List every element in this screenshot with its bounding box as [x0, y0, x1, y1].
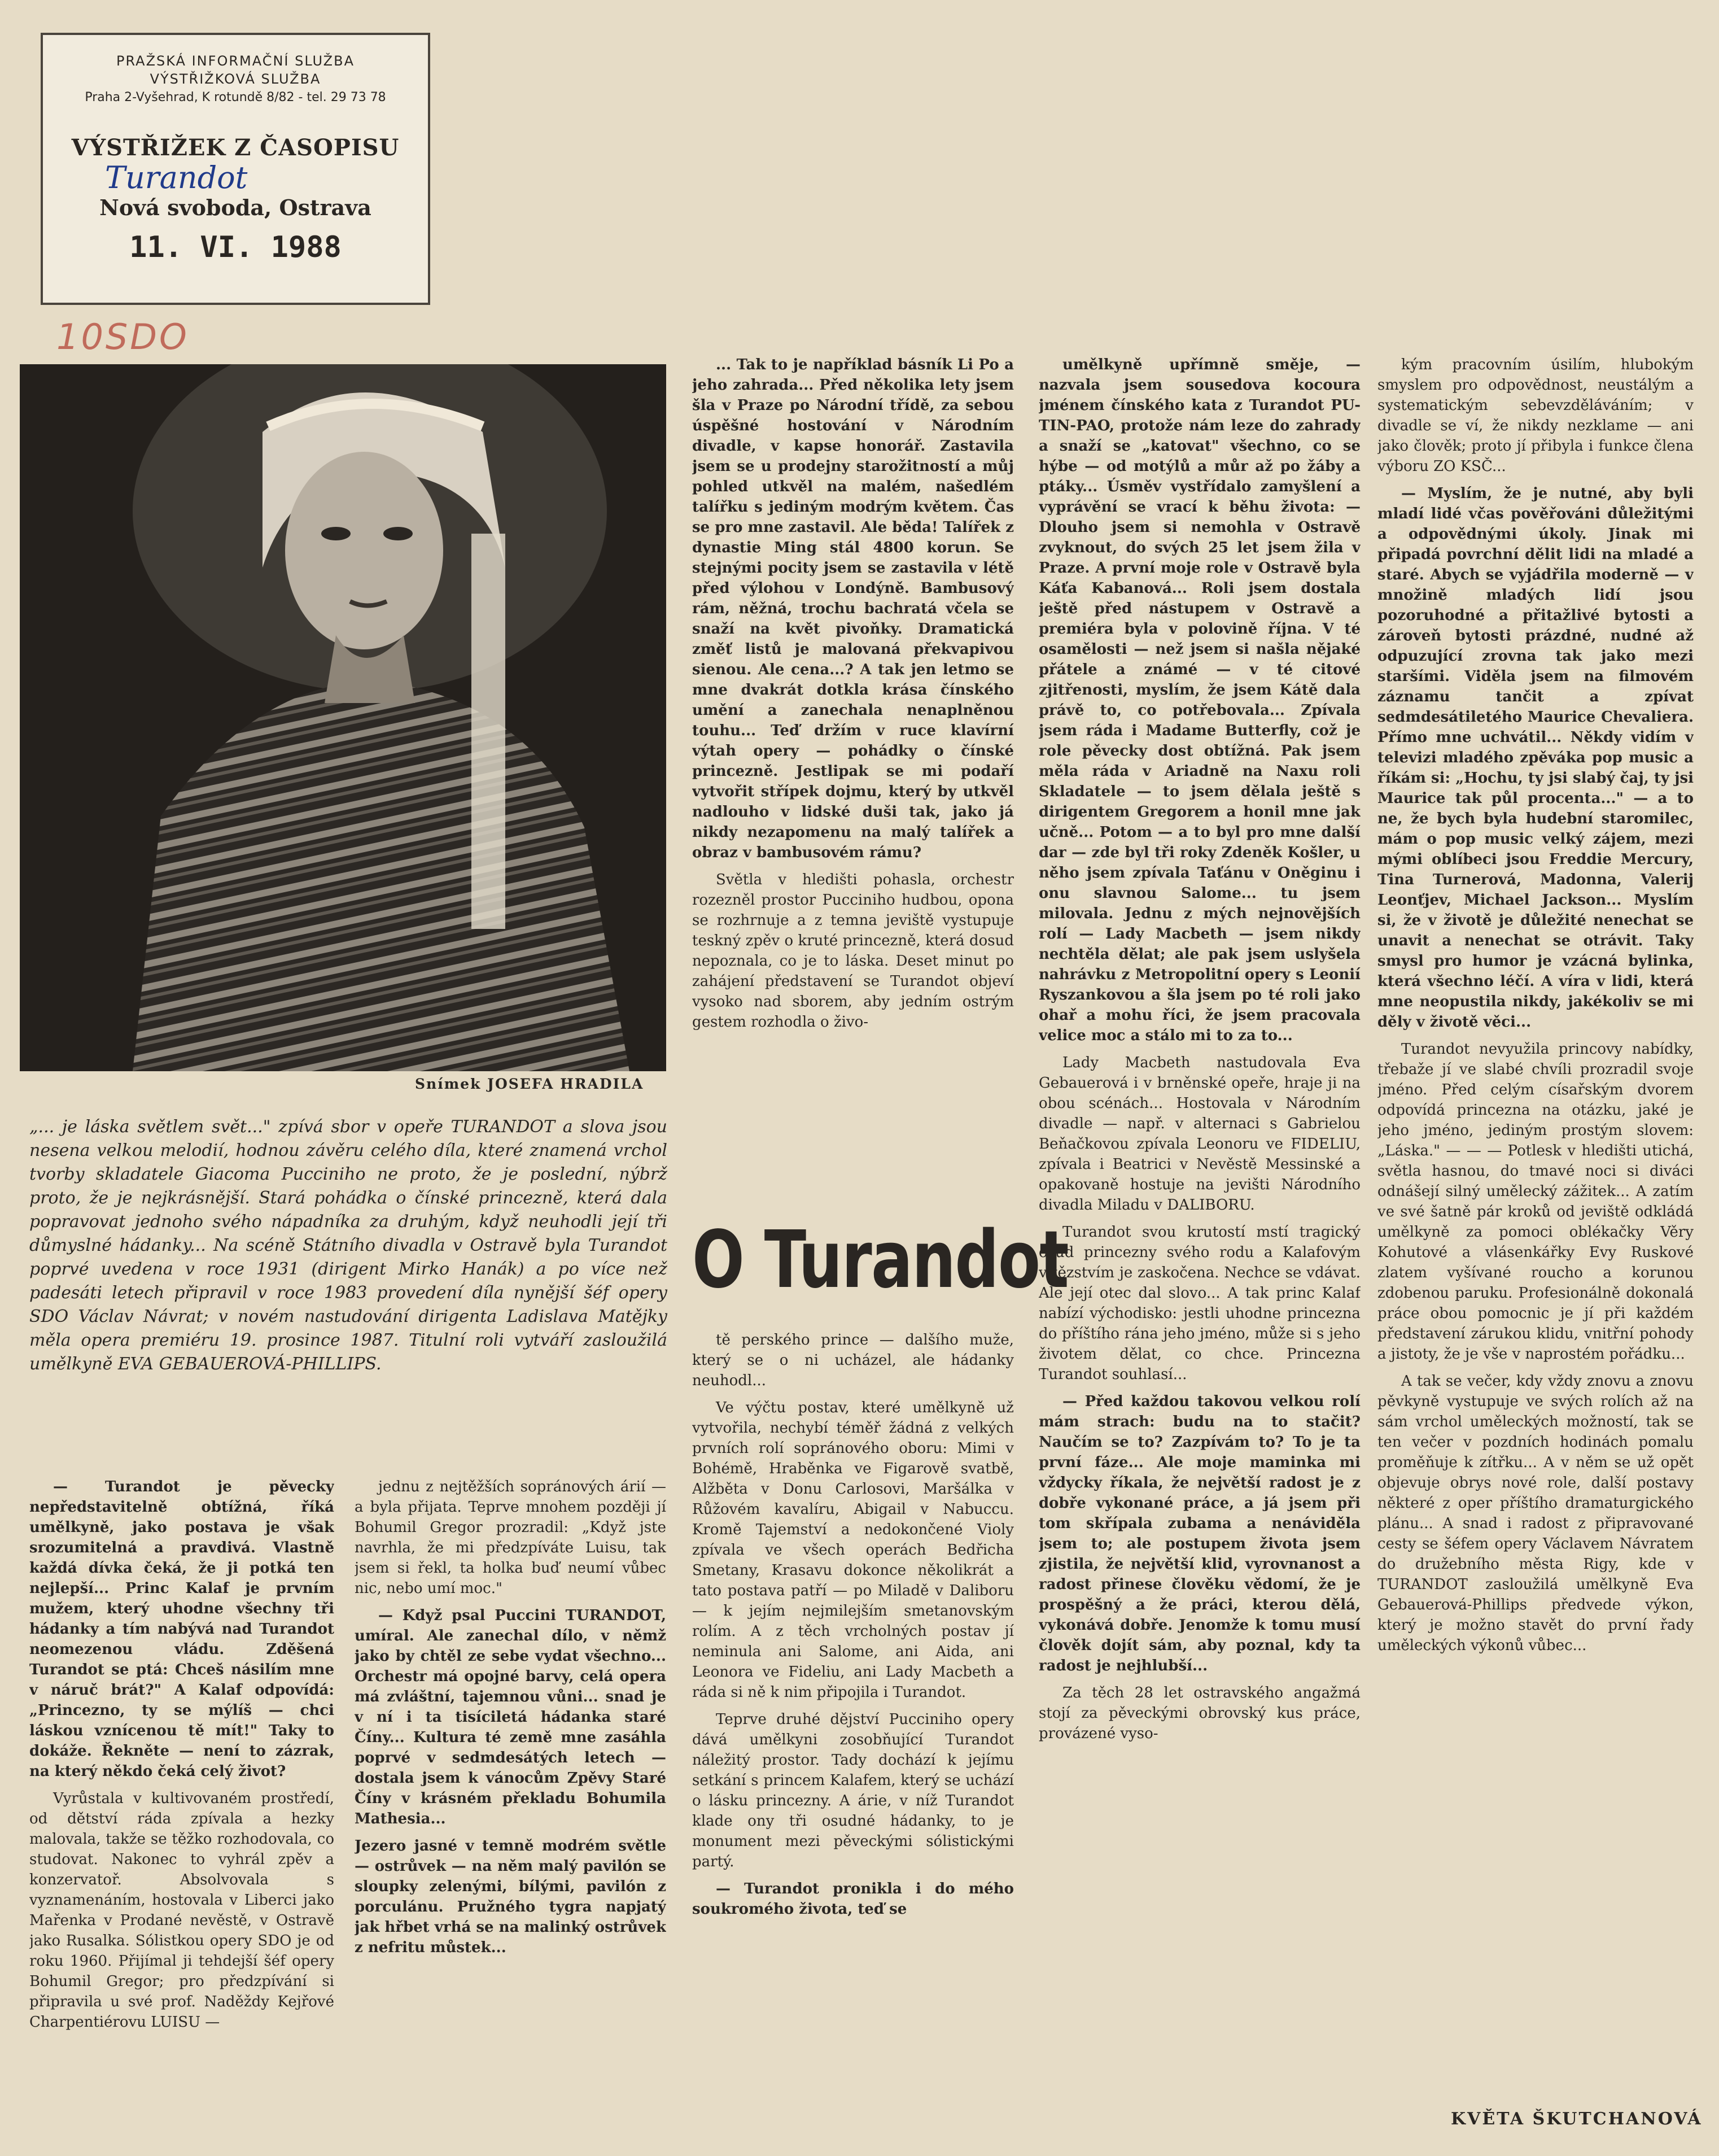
handwritten-code: 10SDO [56, 316, 189, 357]
paragraph: — Před každou takovou velkou rolí mám strach: budu na to stačit? Naučím se to? Zazpívám to? To je ta první fáze... Ale moje maminka mi vždycky říkala, že největší radost je z dobře vykonané práce, a já jsem při tom skřípala zubama a nenáviděla jsem to; ale postupem života jsem zjistila, že největší klid, vyrovnanost a radost přinese člověku vědomí, že je prospěšný a že práci, kterou dělá, vykonává dobře. Jenomže k tomu musí člověk dojít sám, aby poznal, kdy ta radost je nejhlubší... [1039, 1393, 1361, 1674]
stamp-service-name: PRAŽSKÁ INFORMAČNÍ SLUŽBA [116, 53, 355, 69]
column-3-top [692, 355, 1014, 1207]
paragraph: Teprve druhé dějství Pucciniho opery dává umělkyni zosobňující Turandot náležitý prostor. Tady dochází k jejímu setkání s princem Kalafem, který se uchází o lásku princezny. A árie, v níž Turandot klade ony tři osudné hádanky, to je monument mezi pěveckými sólistickými partý. [692, 1711, 1014, 1870]
singer-photo-illustration [20, 364, 666, 1071]
paragraph: kým pracovním úsilím, hlubokým smyslem pro odpovědnost, neustálým a systematickým sebevzděláváním; v divadle se ví, že nikdy nezklame — ani jako člověk; proto jí přibyla i funkce člena výboru ZO KSČ... [1377, 356, 1694, 475]
paragraph: Ve výčtu postav, které umělkyně už vytvořila, nechybí téměř žádná z velkých prvních rolí sopránového oboru: Mimi v Bohémě, Hraběnka ve Figarově svatbě, Alžběta v Donu Carlosovi, Maršálka v Růžovém kavalíru, Abigail v Nabuccu. Kromě Tajemství a nedokončené Violy zpívala ve všech operách Bedřicha Smetany, Krasavu dokonce několikrát a tato postava patří — po Miladě v Daliboru — k jejím nejmilejším smetanovským rolím. A z těch vrcholných postav jí neminula ani Salome, ani Aida, ani Leonora ve Fideliu, ani Lady Macbeth a ráda si ně k nim připojila i Turandot. [692, 1399, 1014, 1701]
paragraph: Turandot nevyužila princovy nabídky, třebaže jí ve slabé chvíli prozradil svoje jméno. Před celým císařským dvorem odpovídá princezna na otázku, jaké je jeho jméno, jediným prostým slovem: „Láska." — — — Potlesk v hledišti utichá, světla hasnou, do tmavé noci si diváci odnášejí silný umělecký zážitek... A zatím ve své šatně pár kroků od jeviště odkládá umělkyně za pomoci oblékačky Věry Kohutové a vlásenkářky Evy Ruskové zlatem vyšívané roucho a korunou zdobenou paruku. Profesionálně dokonalá práce obou pomocnic je jí při každém představení zárukou klidu, vnitřní pohody a jistoty, že je vše v naprostém pořádku... [1377, 1041, 1694, 1363]
stamp-handwritten-note: Turandot [105, 160, 248, 195]
poem: Jezero jasné v temně modrém světle — ostrůvek — na něm malý pavilón se sloupky zelenými, bílými, pavilón z porculánu. Pružného tygra napjatý jak hřbet vrhá se na malinký ostrůvek z nefritu můstek... [355, 1838, 666, 1956]
paragraph: Světla v hledišti pohasla, orchestr rozezněl prostor Pucciniho hudbou, opona se rozhrnuje a z temna jeviště vystupuje teskný zpěv o kruté princezně, která dosud nepoznala, co je to láska. Deset minut po zahájení představení se Turandot objeví vysoko nad sborem, aby jedním ostrým gestem rozhodla o živo- [692, 871, 1014, 1031]
paragraph: Turandot svou krutostí mstí tragický osud princezny svého rodu a Kalafovým vítězstvím je zaskočena. Nechce se vdávat. Ale její otec dal slovo... A tak princ Kalaf nabízí východisko: jestli uhodne princezna do příštího rána jeho jméno, může si s jeho životem dělat, co chce. Princezna Turandot souhlasí... [1039, 1224, 1361, 1383]
paragraph: tě perského prince — dalšího muže, který se o ni ucházel, ale hádanky neuhodl... [692, 1332, 1014, 1389]
paragraph: — Turandot je pěvecky nepředstavitelně obtížná, říká umělkyně, jako postava je však srozumitelná a pravdivá. Vlastně každá dívka čeká, že ji potká ten nejlepší... Princ Kalaf je prvním mužem, který uhodne všechny tři hádanky a tím nabývá nad Turandot neomezenou vládu. Zděšená Turandot se ptá: Chceš násilím mne v náruč brát?" A Kalaf odpovídá: „Princezno, ty se mýlíš — chci láskou vznícenou tě mít!" Taky to dokáže. Řekněte — není to zázrak, na který někdo čeká celý život? [29, 1478, 334, 1780]
stamp-newspaper-name: Nová svoboda, Ostrava [99, 195, 371, 220]
stamp-heading: VÝSTŘIŽEK Z ČASOPISU [71, 134, 400, 161]
paragraph: Vyrůstala v kultivovaném prostředí, od dětství ráda zpívala a hezky malovala, takže se těžko rozhodovala, co studovat. Nakonec to vyhrál zpěv a konzervatoř. Absolvovala s vyznamenáním, hostovala v Liberci jako Mařenka v Prodané nevěstě, v Ostravě jako Rusalka. Sólistkou opery SDO je od roku 1960. Přijímal ji tehdejší šéf opery Bohumil Gregor; pro předzpívání si připravila u své prof. Naděždy Kejřové Charpentiérovu LUISU — [29, 1790, 334, 2031]
paragraph: A tak se večer, kdy vždy znovu a znovu pěvkyně vystupuje ve svých rolích až na sám vrchol uměleckých možností, tak se ten večer v pozdních hodinách pomalu proměňuje k zítřku... A v něm se už opět objevuje obrys nové role, další postavy některé z oper příštího dramaturgického plánu... A snad i radost z připravované cesty se šéfem opery Václavem Návratem do družebního města Rigy, kde v TURANDOT zasloužilá umělkyně Eva Gebauerová-Phillips předvede výkon, který je možno stavět do první řady uměleckých výkonů vůbec... [1377, 1373, 1694, 1654]
paragraph: Za těch 28 let ostravského angažmá stojí za pěveckými obrovský kus práce, provázené vyso- [1039, 1684, 1361, 1742]
paragraph: — Když psal Puccini TURANDOT, umíral. Ale zanechal dílo, v němž jako by chtěl ze sebe vydat všechno... Orchestr má opojné barvy, celá opera má zvláštní, tajemnou vůni... snad je v ní i ta tisíciletá hádanka staré Číny... Kultura té země mne zasáhla poprvé v sedmdesátých letech — dostala jsem k vánocům Zpěvy Staré Číny v krásném překladu Bohumila Mathesia... [355, 1607, 666, 1827]
stamp-date: 11. VI. 1988 [129, 230, 342, 264]
article-intro: „... je láska světlem svět..." zpívá sbor v opeře TURANDOT a slova jsou nesena velkou melodií, hodnou závěru celého díla, které znamená vrchol tvorby skladatele Giacoma Pucciniho ne proto, že je poslední, nýbrž proto, že je nejkrásnější. Stará pohádka o čínské princezně, která dala popravovat jednoho svého nápadníka za druhým, když neuhodli její tři důmyslné hádanky... Na scéně Státního divadla v Ostravě byla Turandot poprvé uvedena v roce 1931 (dirigent Mirko Hanák) a po více než padesáti letech připravil v roce 1983 provedení díla nynější šéf opery SDO Václav Návrat; v novém nastudování dirigenta Ladislava Matějky měla opera premiéru 19. prosince 1987. Titulní roli vytváří zasloužilá umělkyně EVA GEBAUEROVÁ-PHILLIPS. [29, 1117, 667, 1374]
stamp-service-type: VÝSTŘIŽKOVÁ SLUŽBA [150, 71, 321, 87]
paragraph: umělkyně upřímně směje, — nazvala jsem sousedova kocoura jménem čínského kata z Turandot PU-TIN-PAO, protože nám leze do zahrady a snaží se „katovat" všechno, co se hýbe — od motýlů a můr až po žáby a ptáky... Úsměv vystřídalo zamyšlení a vyprávění se vrací k běhu života: — Dlouho jsem si nemohla v Ostravě zvyknout, do svých 25 let jsem žila v Praze. A první moje role v Ostravě byla Káťa Kabanová... Roli jsem dostala ještě před nástupem v Ostravě a premiéra byla v polovině října. V té osamělosti — než jsem si našla nějaké přátele a známé — v té citové zjitřenosti, myslím, že jsem Kátě dala právě to, co potřebovala... Zpívala jsem ráda i Madame Butterfly, což je role pěvecky dost obtížná. Pak jsem měla ráda v Ariadně na Naxu roli Skladatele — to jsem dělala ještě s dirigentem Gregorem a honil mne jak učně... Potom — a to byl pro mne další dar — zde byl tři roky Zdeněk Košler, u něho jsem zpívala Taťánu v Oněginu i onu slavnou Salome... tu jsem milovala. Jednu z mých nejnovějších rolí — Lady Macbeth — jsem nikdy nechtěla dělat; ale pak jsem uslyšela nahrávku z Metropolitní opery s Leonií Ryszankovou a šla jsem po té roli jako ohař a mohu říci, že jsem pracovala velice moc a stálo mi to za to... [1039, 356, 1361, 1044]
column-1 [29, 1477, 334, 2120]
clipping-service-stamp [41, 33, 430, 305]
stamp-address: Praha 2-Vyšehrad, K rotundě 8/82 - tel. 29 73 78 [85, 90, 386, 104]
column-4 [1039, 355, 1361, 2128]
paragraph: ... Tak to je například básník Li Po a jeho zahrada... Před několika lety jsem šla v Praze po Národní třídě, za sebou úspěšné hostování v Národním divadle, v kapse honorář. Zastavila jsem se u prodejny starožitností a můj pohled utkvěl na malém, našedlém talířku s jediným modrým květem. Čas se pro mne zastavil. Ale běda! Talířek z dynastie Ming stál 4800 korun. Se stejnými pocity jsem se zastavila v létě před výlohou v Londýně. Bambusový rám, něžná, trochu bachratá včela se snaží na květ pivoňky. Dramatická změť listů je malovaná překvapivou sienou. Ale cena...? A tak jen letmo se mne dvakrát dotkla krása čínského umění a zanechala nenaplněnou touhu... Teď držím v ruce klavírní výtah opery — pohádky o čínské princezně. Jestlipak se mi podaří vytvořit střípek dojmu, který by utkvěl nadlouho v lidské duši tak, jako já nikdy nezapomenu na malý talířek a obraz v bambusovém rámu? [692, 356, 1014, 861]
article-title: O Turandot [692, 1214, 1069, 1306]
paragraph: — Turandot pronikla i do mého soukromého života, teď se [692, 1880, 1014, 1918]
article-author: KVĚTA ŠKUTCHANOVÁ [1451, 2109, 1703, 2129]
column-2 [355, 1477, 666, 2120]
paragraph: jednu z nejtěžších sopránových árií — a byla přijata. Teprve mnohem později jí Bohumil Gregor prozradil: „Když jste navrhla, že mi předzpíváte Luisu, tak jsem si řekl, ta holka buď neumí vůbec nic, nebo umí moc." [355, 1478, 666, 1597]
column-3-bottom [692, 1330, 1014, 2126]
singer-photo [20, 364, 666, 1071]
paragraph: Lady Macbeth nastudovala Eva Gebauerová i v brněnské opeře, hraje ji na obou scénách... Hostovala v Národním divadle — např. v alternaci s Gabrielou Beňačkovou zpívala Leonoru ve FIDELIU, zpívala i Beatrici v Nevěstě Messinské a opakovaně hostuje na jevišti Národního divadla Miladu v DALIBORU. [1039, 1054, 1361, 1214]
paragraph: — Myslím, že je nutné, aby byli mladí lidé včas pověřováni důležitými a odpovědnými úkoly. Jinak mi připadá povrchní dělit lidi na mladé a staré. Abych se vyjádřila moderně — v množině mladých lidí jsou pozoruhodné a přitažlivé bytosti a zároveň bytosti prázdné, nudné až odpuzující zrovna tak jako mezi staršími. Viděla jsem na filmovém záznamu tančit a zpívat sedmdesátiletého Maurice Chevaliera. Přímo mne uchvátil... Někdy vidím v televizi mladého zpěváka pop music a říkám si: „Hochu, ty jsi slabý čaj, ty jsi Maurice tak půl procenta..." — a to ne, že bych byla hudební staromilec, mám o pop music velký zájem, mezi mými oblíbeci jsou Freddie Mercury, Tina Turnerová, Madonna, Valerij Leonťjev, Michael Jackson... Myslím si, že v životě je důležité nenechat se unavit a nenechat se otrávit. Taky smysl pro humor je vzácná bylinka, která všechno léčí. A víra v lidi, která mne neopustila nikdy, jakékoliv se mi děly v životě věci... [1377, 485, 1694, 1031]
column-5 [1377, 355, 1694, 2100]
photo-caption: Snímek JOSEFA HRADILA [415, 1076, 644, 1092]
